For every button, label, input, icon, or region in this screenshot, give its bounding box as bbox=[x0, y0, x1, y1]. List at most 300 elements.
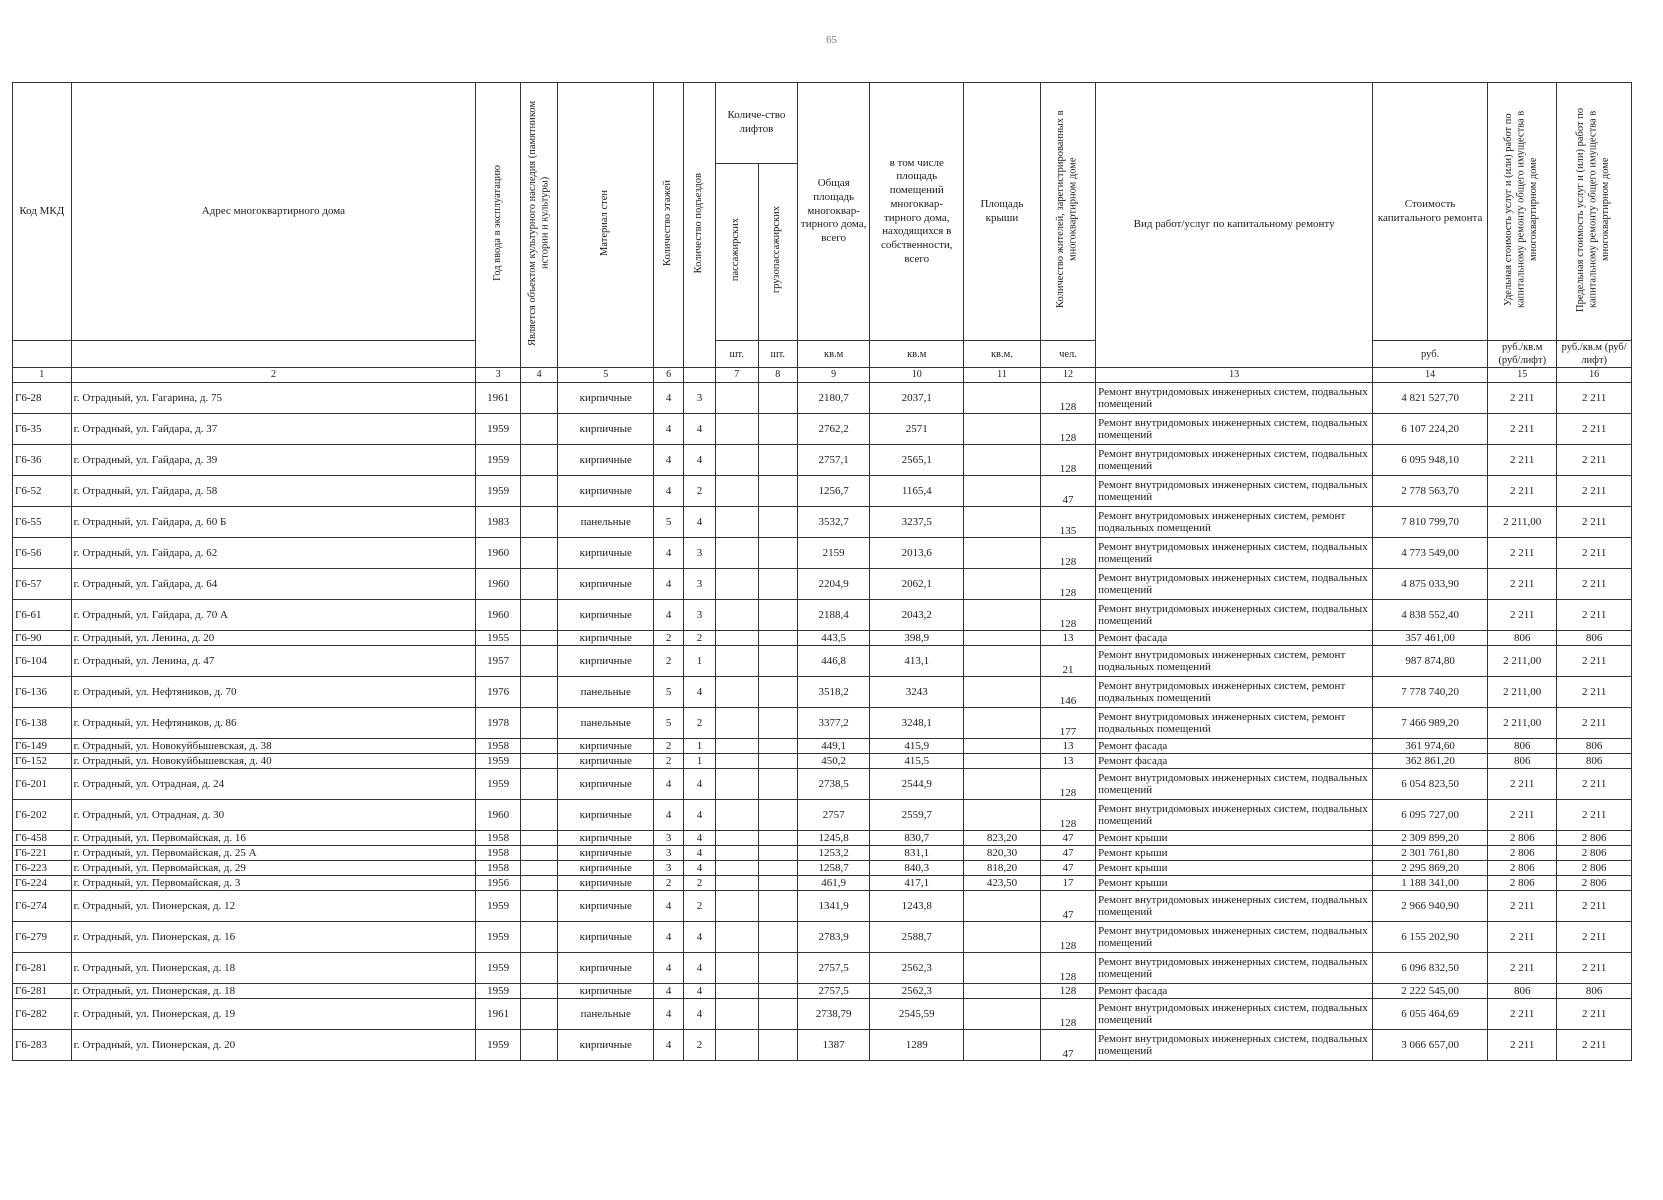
cell-owned-area: 1165,4 bbox=[870, 476, 964, 507]
cell-code: Г6-458 bbox=[13, 831, 72, 846]
cell-year: 1956 bbox=[476, 876, 521, 891]
cell-unit-cost: 2 806 bbox=[1488, 876, 1557, 891]
header-year: Год ввода в эксплуатацию bbox=[476, 83, 521, 368]
cell-roof-area bbox=[964, 507, 1041, 538]
header-heritage: Является объектом культурного наследия (памятником истории и культуры) bbox=[521, 83, 558, 368]
cell-residents: 128 bbox=[1040, 769, 1095, 800]
cell-max-unit-cost: 2 211 bbox=[1557, 922, 1632, 953]
cell-code: Г6-90 bbox=[13, 631, 72, 646]
cell-owned-area: 840,3 bbox=[870, 861, 964, 876]
cell-material: кирпичные bbox=[558, 984, 654, 999]
unit-lifts-passenger: шт. bbox=[715, 341, 758, 368]
column-numbers-row bbox=[13, 368, 1632, 383]
cell-heritage bbox=[521, 999, 558, 1030]
table-row bbox=[13, 846, 1632, 861]
header-work-type: Вид работ/услуг по капитальному ремонту bbox=[1096, 83, 1373, 368]
cell-code: Г6-104 bbox=[13, 646, 72, 677]
column-number: 11 bbox=[964, 368, 1041, 383]
cell-lifts-cargo bbox=[758, 538, 797, 569]
cell-floors: 4 bbox=[654, 1030, 684, 1061]
cell-code: Г6-55 bbox=[13, 507, 72, 538]
cell-entrances: 1 bbox=[683, 739, 715, 754]
cell-roof-area bbox=[964, 922, 1041, 953]
cell-work-type: Ремонт внутридомовых инженерных систем, подвальных помещений bbox=[1096, 953, 1373, 984]
cell-year: 1960 bbox=[476, 538, 521, 569]
cell-lifts-cargo bbox=[758, 846, 797, 861]
cell-total-area: 2188,4 bbox=[797, 600, 869, 631]
cell-heritage bbox=[521, 476, 558, 507]
cell-cost: 2 966 940,90 bbox=[1373, 891, 1488, 922]
cell-cost: 2 295 869,20 bbox=[1373, 861, 1488, 876]
column-number: 6 bbox=[654, 368, 684, 383]
cell-material: кирпичные bbox=[558, 754, 654, 769]
cell-cost: 6 054 823,50 bbox=[1373, 769, 1488, 800]
cell-cost: 6 095 727,00 bbox=[1373, 800, 1488, 831]
cell-entrances: 3 bbox=[683, 538, 715, 569]
cell-lifts-passenger bbox=[715, 754, 758, 769]
header-unit-cost: Удельная стоимость услуг и (или) работ по капитальному ремонту общего имущества в многоквартирном доме bbox=[1488, 83, 1557, 341]
table-row bbox=[13, 476, 1632, 507]
cell-roof-area bbox=[964, 476, 1041, 507]
cell-lifts-cargo bbox=[758, 708, 797, 739]
cell-code: Г6-28 bbox=[13, 383, 72, 414]
cell-max-unit-cost: 2 211 bbox=[1557, 953, 1632, 984]
cell-total-area: 3377,2 bbox=[797, 708, 869, 739]
cell-entrances: 4 bbox=[683, 984, 715, 999]
cell-entrances: 1 bbox=[683, 646, 715, 677]
cell-code: Г6-152 bbox=[13, 754, 72, 769]
cell-roof-area: 820,30 bbox=[964, 846, 1041, 861]
cell-entrances: 4 bbox=[683, 831, 715, 846]
cell-address: г. Отрадный, ул. Пионерская, д. 12 bbox=[71, 891, 476, 922]
cell-address: г. Отрадный, ул. Нефтяников, д. 86 bbox=[71, 708, 476, 739]
table-row bbox=[13, 739, 1632, 754]
cell-address: г. Отрадный, ул. Ленина, д. 20 bbox=[71, 631, 476, 646]
cell-year: 1958 bbox=[476, 831, 521, 846]
cell-year: 1960 bbox=[476, 600, 521, 631]
cell-material: кирпичные bbox=[558, 383, 654, 414]
cell-year: 1983 bbox=[476, 507, 521, 538]
cell-owned-area: 831,1 bbox=[870, 846, 964, 861]
unit-lifts-cargo: шт. bbox=[758, 341, 797, 368]
cell-residents: 47 bbox=[1040, 476, 1095, 507]
cell-work-type: Ремонт внутридомовых инженерных систем, подвальных помещений bbox=[1096, 414, 1373, 445]
cell-lifts-passenger bbox=[715, 831, 758, 846]
cell-max-unit-cost: 2 211 bbox=[1557, 708, 1632, 739]
cell-entrances: 4 bbox=[683, 507, 715, 538]
header-max-unit-cost: Предельная стоимость услуг и (или) работ по капитальному ремонту общего имущества в многоквартирном доме bbox=[1557, 83, 1632, 341]
cell-roof-area bbox=[964, 769, 1041, 800]
cell-total-area: 3518,2 bbox=[797, 677, 869, 708]
cell-entrances: 2 bbox=[683, 631, 715, 646]
cell-unit-cost: 2 211 bbox=[1488, 1030, 1557, 1061]
cell-entrances: 4 bbox=[683, 445, 715, 476]
table-row bbox=[13, 414, 1632, 445]
cell-residents: 47 bbox=[1040, 891, 1095, 922]
cell-lifts-passenger bbox=[715, 953, 758, 984]
cell-heritage bbox=[521, 600, 558, 631]
cell-work-type: Ремонт внутридомовых инженерных систем, ремонт подвальных помещений bbox=[1096, 677, 1373, 708]
column-number: 7 bbox=[715, 368, 758, 383]
unit-cost: руб. bbox=[1373, 341, 1488, 368]
cell-address: г. Отрадный, ул. Гайдара, д. 62 bbox=[71, 538, 476, 569]
cell-material: панельные bbox=[558, 999, 654, 1030]
cell-residents: 128 bbox=[1040, 922, 1095, 953]
table-row bbox=[13, 569, 1632, 600]
cell-max-unit-cost: 2 211 bbox=[1557, 383, 1632, 414]
cell-heritage bbox=[521, 846, 558, 861]
cell-lifts-passenger bbox=[715, 708, 758, 739]
cell-floors: 4 bbox=[654, 953, 684, 984]
cell-material: кирпичные bbox=[558, 646, 654, 677]
table-row bbox=[13, 708, 1632, 739]
cell-residents: 128 bbox=[1040, 800, 1095, 831]
cell-unit-cost: 2 211 bbox=[1488, 445, 1557, 476]
cell-cost: 4 875 033,90 bbox=[1373, 569, 1488, 600]
cell-material: панельные bbox=[558, 677, 654, 708]
header-lifts: Количе-ство лифтов bbox=[715, 83, 797, 164]
table-row bbox=[13, 646, 1632, 677]
cell-unit-cost: 2 806 bbox=[1488, 831, 1557, 846]
cell-material: кирпичные bbox=[558, 476, 654, 507]
cell-unit-cost: 806 bbox=[1488, 754, 1557, 769]
cell-address: г. Отрадный, ул. Ленина, д. 47 bbox=[71, 646, 476, 677]
cell-total-area: 3532,7 bbox=[797, 507, 869, 538]
table-header bbox=[13, 83, 1632, 383]
cell-lifts-passenger bbox=[715, 445, 758, 476]
cell-work-type: Ремонт внутридомовых инженерных систем, подвальных помещений bbox=[1096, 922, 1373, 953]
cell-residents: 13 bbox=[1040, 631, 1095, 646]
cell-year: 1959 bbox=[476, 769, 521, 800]
cell-unit-cost: 2 211 bbox=[1488, 414, 1557, 445]
cell-owned-area: 2559,7 bbox=[870, 800, 964, 831]
cell-floors: 3 bbox=[654, 861, 684, 876]
cell-cost: 6 155 202,90 bbox=[1373, 922, 1488, 953]
cell-address: г. Отрадный, ул. Пионерская, д. 18 bbox=[71, 984, 476, 999]
cell-roof-area bbox=[964, 1030, 1041, 1061]
cell-floors: 4 bbox=[654, 984, 684, 999]
cell-lifts-cargo bbox=[758, 445, 797, 476]
table-row bbox=[13, 800, 1632, 831]
cell-residents: 128 bbox=[1040, 383, 1095, 414]
cell-year: 1976 bbox=[476, 677, 521, 708]
table-row bbox=[13, 831, 1632, 846]
cell-address: г. Отрадный, ул. Пионерская, д. 19 bbox=[71, 999, 476, 1030]
cell-total-area: 1341,9 bbox=[797, 891, 869, 922]
cell-lifts-cargo bbox=[758, 754, 797, 769]
cell-address: г. Отрадный, ул. Гайдара, д. 70 А bbox=[71, 600, 476, 631]
cell-unit-cost: 2 211 bbox=[1488, 538, 1557, 569]
cell-heritage bbox=[521, 831, 558, 846]
cell-heritage bbox=[521, 1030, 558, 1061]
cell-cost: 6 107 224,20 bbox=[1373, 414, 1488, 445]
cell-material: кирпичные bbox=[558, 769, 654, 800]
table-row bbox=[13, 507, 1632, 538]
cell-unit-cost: 2 211 bbox=[1488, 476, 1557, 507]
cell-unit-cost: 806 bbox=[1488, 984, 1557, 999]
cell-cost: 6 095 948,10 bbox=[1373, 445, 1488, 476]
cell-entrances: 4 bbox=[683, 922, 715, 953]
cell-owned-area: 417,1 bbox=[870, 876, 964, 891]
cell-owned-area: 2013,6 bbox=[870, 538, 964, 569]
cell-address: г. Отрадный, ул. Нефтяников, д. 70 bbox=[71, 677, 476, 708]
cell-address: г. Отрадный, ул. Новокуйбышевская, д. 40 bbox=[71, 754, 476, 769]
cell-total-area: 450,2 bbox=[797, 754, 869, 769]
table-body bbox=[13, 383, 1632, 1061]
cell-material: кирпичные bbox=[558, 739, 654, 754]
table-row bbox=[13, 677, 1632, 708]
cell-lifts-passenger bbox=[715, 600, 758, 631]
cell-floors: 4 bbox=[654, 445, 684, 476]
column-number: 4 bbox=[521, 368, 558, 383]
cell-owned-area: 3248,1 bbox=[870, 708, 964, 739]
cell-lifts-cargo bbox=[758, 769, 797, 800]
cell-year: 1959 bbox=[476, 476, 521, 507]
cell-floors: 2 bbox=[654, 739, 684, 754]
cell-owned-area: 2062,1 bbox=[870, 569, 964, 600]
cell-heritage bbox=[521, 646, 558, 677]
cell-entrances: 4 bbox=[683, 953, 715, 984]
cell-owned-area: 2043,2 bbox=[870, 600, 964, 631]
cell-work-type: Ремонт фасада bbox=[1096, 984, 1373, 999]
cell-residents: 47 bbox=[1040, 861, 1095, 876]
cell-cost: 2 222 545,00 bbox=[1373, 984, 1488, 999]
cell-floors: 4 bbox=[654, 922, 684, 953]
cell-address: г. Отрадный, ул. Гайдара, д. 37 bbox=[71, 414, 476, 445]
cell-lifts-cargo bbox=[758, 876, 797, 891]
cell-lifts-passenger bbox=[715, 631, 758, 646]
cell-address: г. Отрадный, ул. Гайдара, д. 60 Б bbox=[71, 507, 476, 538]
cell-work-type: Ремонт внутридомовых инженерных систем, ремонт подвальных помещений bbox=[1096, 646, 1373, 677]
cell-entrances: 2 bbox=[683, 1030, 715, 1061]
cell-unit-cost: 2 211,00 bbox=[1488, 677, 1557, 708]
cell-lifts-cargo bbox=[758, 922, 797, 953]
cell-max-unit-cost: 2 211 bbox=[1557, 677, 1632, 708]
cell-roof-area: 823,20 bbox=[964, 831, 1041, 846]
cell-work-type: Ремонт внутридомовых инженерных систем, подвальных помещений bbox=[1096, 891, 1373, 922]
cell-cost: 7 778 740,20 bbox=[1373, 677, 1488, 708]
cell-floors: 5 bbox=[654, 507, 684, 538]
cell-heritage bbox=[521, 953, 558, 984]
column-number bbox=[683, 368, 715, 383]
cell-work-type: Ремонт фасада bbox=[1096, 739, 1373, 754]
cell-heritage bbox=[521, 876, 558, 891]
cell-cost: 4 838 552,40 bbox=[1373, 600, 1488, 631]
cell-max-unit-cost: 2 806 bbox=[1557, 831, 1632, 846]
cell-cost: 3 066 657,00 bbox=[1373, 1030, 1488, 1061]
cell-code: Г6-221 bbox=[13, 846, 72, 861]
cell-code: Г6-224 bbox=[13, 876, 72, 891]
unit-total-area: кв.м bbox=[797, 341, 869, 368]
cell-heritage bbox=[521, 677, 558, 708]
cell-material: кирпичные bbox=[558, 631, 654, 646]
cell-lifts-passenger bbox=[715, 739, 758, 754]
cell-residents: 128 bbox=[1040, 414, 1095, 445]
cell-residents: 128 bbox=[1040, 569, 1095, 600]
cell-roof-area bbox=[964, 414, 1041, 445]
unit-max-unit-cost: руб./кв.м (руб/лифт) bbox=[1557, 341, 1632, 368]
cell-unit-cost: 2 211 bbox=[1488, 383, 1557, 414]
cell-work-type: Ремонт внутридомовых инженерных систем, подвальных помещений bbox=[1096, 999, 1373, 1030]
cell-roof-area: 423,50 bbox=[964, 876, 1041, 891]
cell-total-area: 461,9 bbox=[797, 876, 869, 891]
cell-unit-cost: 806 bbox=[1488, 739, 1557, 754]
cell-heritage bbox=[521, 922, 558, 953]
cell-floors: 4 bbox=[654, 891, 684, 922]
cell-heritage bbox=[521, 383, 558, 414]
cell-lifts-passenger bbox=[715, 383, 758, 414]
column-number: 10 bbox=[870, 368, 964, 383]
cell-lifts-cargo bbox=[758, 891, 797, 922]
cell-heritage bbox=[521, 569, 558, 600]
cell-cost: 362 861,20 bbox=[1373, 754, 1488, 769]
cell-work-type: Ремонт крыши bbox=[1096, 876, 1373, 891]
cell-unit-cost: 2 211 bbox=[1488, 953, 1557, 984]
cell-total-area: 2757,5 bbox=[797, 984, 869, 999]
cell-lifts-passenger bbox=[715, 538, 758, 569]
cell-unit-cost: 2 211,00 bbox=[1488, 507, 1557, 538]
cell-owned-area: 415,5 bbox=[870, 754, 964, 769]
cell-work-type: Ремонт внутридомовых инженерных систем, подвальных помещений bbox=[1096, 383, 1373, 414]
cell-address: г. Отрадный, ул. Новокуйбышевская, д. 38 bbox=[71, 739, 476, 754]
cell-entrances: 2 bbox=[683, 476, 715, 507]
cell-material: кирпичные bbox=[558, 800, 654, 831]
cell-max-unit-cost: 2 211 bbox=[1557, 891, 1632, 922]
header-roof-area: Площадь крыши bbox=[964, 83, 1041, 341]
cell-address: г. Отрадный, ул. Гайдара, д. 39 bbox=[71, 445, 476, 476]
cell-roof-area bbox=[964, 891, 1041, 922]
cell-cost: 2 301 761,80 bbox=[1373, 846, 1488, 861]
cell-material: панельные bbox=[558, 708, 654, 739]
cell-material: панельные bbox=[558, 507, 654, 538]
cell-owned-area: 830,7 bbox=[870, 831, 964, 846]
header-lifts-passenger: пассажирских bbox=[715, 164, 758, 341]
cell-year: 1958 bbox=[476, 739, 521, 754]
cell-cost: 6 096 832,50 bbox=[1373, 953, 1488, 984]
cell-max-unit-cost: 2 211 bbox=[1557, 800, 1632, 831]
cell-entrances: 2 bbox=[683, 876, 715, 891]
cell-year: 1960 bbox=[476, 569, 521, 600]
cell-max-unit-cost: 2 211 bbox=[1557, 769, 1632, 800]
cell-residents: 47 bbox=[1040, 831, 1095, 846]
header-material: Материал стен bbox=[558, 83, 654, 368]
cell-floors: 4 bbox=[654, 769, 684, 800]
header-residents: Количество жителей, зарегистрированных в многоквартирном доме bbox=[1040, 83, 1095, 341]
cell-unit-cost: 2 211 bbox=[1488, 769, 1557, 800]
cell-residents: 128 bbox=[1040, 538, 1095, 569]
cell-heritage bbox=[521, 984, 558, 999]
unit-owned-area: кв.м bbox=[870, 341, 964, 368]
cell-roof-area bbox=[964, 631, 1041, 646]
cell-owned-area: 2037,1 bbox=[870, 383, 964, 414]
cell-code: Г6-223 bbox=[13, 861, 72, 876]
cell-code: Г6-281 bbox=[13, 984, 72, 999]
cell-owned-area: 413,1 bbox=[870, 646, 964, 677]
cell-roof-area bbox=[964, 708, 1041, 739]
cell-residents: 128 bbox=[1040, 953, 1095, 984]
cell-residents: 128 bbox=[1040, 445, 1095, 476]
cell-heritage bbox=[521, 861, 558, 876]
cell-work-type: Ремонт крыши bbox=[1096, 831, 1373, 846]
cell-owned-area: 2565,1 bbox=[870, 445, 964, 476]
cell-year: 1959 bbox=[476, 953, 521, 984]
cell-entrances: 3 bbox=[683, 383, 715, 414]
table-row bbox=[13, 754, 1632, 769]
cell-year: 1959 bbox=[476, 1030, 521, 1061]
table-row bbox=[13, 953, 1632, 984]
cell-code: Г6-57 bbox=[13, 569, 72, 600]
cell-code: Г6-281 bbox=[13, 953, 72, 984]
cell-residents: 128 bbox=[1040, 600, 1095, 631]
cell-floors: 5 bbox=[654, 677, 684, 708]
cell-entrances: 1 bbox=[683, 754, 715, 769]
cell-work-type: Ремонт крыши bbox=[1096, 861, 1373, 876]
cell-year: 1959 bbox=[476, 445, 521, 476]
capital-repair-table bbox=[12, 82, 1632, 1061]
cell-owned-area: 1289 bbox=[870, 1030, 964, 1061]
cell-lifts-passenger bbox=[715, 999, 758, 1030]
cell-owned-area: 415,9 bbox=[870, 739, 964, 754]
cell-heritage bbox=[521, 631, 558, 646]
cell-max-unit-cost: 806 bbox=[1557, 739, 1632, 754]
cell-floors: 2 bbox=[654, 876, 684, 891]
cell-address: г. Отрадный, ул. Отрадная, д. 30 bbox=[71, 800, 476, 831]
cell-total-area: 1245,8 bbox=[797, 831, 869, 846]
cell-lifts-passenger bbox=[715, 861, 758, 876]
cell-max-unit-cost: 2 806 bbox=[1557, 861, 1632, 876]
cell-code: Г6-274 bbox=[13, 891, 72, 922]
cell-cost: 7 810 799,70 bbox=[1373, 507, 1488, 538]
cell-total-area: 2757,1 bbox=[797, 445, 869, 476]
cell-roof-area bbox=[964, 953, 1041, 984]
cell-residents: 128 bbox=[1040, 984, 1095, 999]
column-number: 1 bbox=[13, 368, 72, 383]
cell-total-area: 2180,7 bbox=[797, 383, 869, 414]
cell-code: Г6-202 bbox=[13, 800, 72, 831]
cell-total-area: 2757,5 bbox=[797, 953, 869, 984]
cell-cost: 2 778 563,70 bbox=[1373, 476, 1488, 507]
cell-residents: 17 bbox=[1040, 876, 1095, 891]
cell-floors: 3 bbox=[654, 846, 684, 861]
cell-address: г. Отрадный, ул. Гайдара, д. 64 bbox=[71, 569, 476, 600]
cell-year: 1961 bbox=[476, 999, 521, 1030]
cell-lifts-passenger bbox=[715, 1030, 758, 1061]
cell-max-unit-cost: 2 211 bbox=[1557, 569, 1632, 600]
cell-total-area: 1253,2 bbox=[797, 846, 869, 861]
cell-lifts-cargo bbox=[758, 476, 797, 507]
cell-floors: 4 bbox=[654, 999, 684, 1030]
cell-material: кирпичные bbox=[558, 538, 654, 569]
column-number: 13 bbox=[1096, 368, 1373, 383]
cell-owned-area: 2562,3 bbox=[870, 953, 964, 984]
cell-year: 1959 bbox=[476, 984, 521, 999]
cell-code: Г6-35 bbox=[13, 414, 72, 445]
cell-owned-area: 1243,8 bbox=[870, 891, 964, 922]
table-row bbox=[13, 383, 1632, 414]
cell-year: 1961 bbox=[476, 383, 521, 414]
cell-year: 1957 bbox=[476, 646, 521, 677]
cell-total-area: 2762,2 bbox=[797, 414, 869, 445]
cell-heritage bbox=[521, 769, 558, 800]
cell-lifts-cargo bbox=[758, 507, 797, 538]
cell-max-unit-cost: 2 211 bbox=[1557, 445, 1632, 476]
cell-entrances: 4 bbox=[683, 677, 715, 708]
cell-max-unit-cost: 2 211 bbox=[1557, 1030, 1632, 1061]
cell-owned-area: 2588,7 bbox=[870, 922, 964, 953]
table-row bbox=[13, 600, 1632, 631]
cell-total-area: 449,1 bbox=[797, 739, 869, 754]
cell-address: г. Отрадный, ул. Отрадная, д. 24 bbox=[71, 769, 476, 800]
